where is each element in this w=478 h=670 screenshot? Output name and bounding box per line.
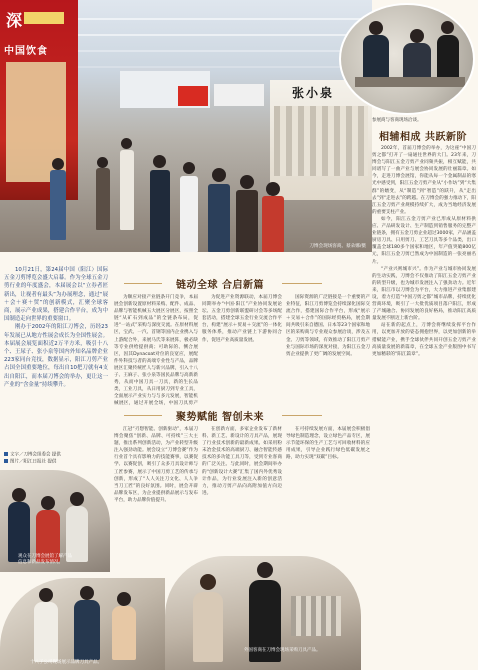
section3-paragraph: 如今，阳江五金刀剪产业已形成从原材料供应、产品研发设计、生产制造到销售服务的完整产业链条，拥有五金刀剪企业超过3000家，产品涵盖厨房刀具、日用剪刀、工艺刀具等多个品类，出口覆盖全球180多个国家和地区，年产值突破800亿元，阳江五金刀剪已然成为中国制造的一张亮丽名片。 xyxy=(372,216,476,265)
visitor-head xyxy=(52,158,64,170)
person-head xyxy=(200,574,216,590)
visitor-head xyxy=(97,157,108,168)
bullet-square xyxy=(4,459,8,463)
person xyxy=(193,592,223,662)
red-panel xyxy=(178,86,208,106)
section1-col2 xyxy=(202,294,282,406)
text-source: 文字／刀博会组委会 提供 xyxy=(10,452,61,458)
booth-banner: 张小泉 xyxy=(292,86,335,100)
visitor xyxy=(50,170,66,240)
title-rule-left xyxy=(124,415,162,416)
section2-col1 xyxy=(114,426,198,554)
section3-body xyxy=(372,145,476,670)
visitor xyxy=(236,190,258,252)
booth-sign-left: 中国饮食 xyxy=(4,46,48,57)
person-head xyxy=(441,21,454,34)
visitor xyxy=(262,196,284,252)
person xyxy=(112,606,136,660)
person-head xyxy=(12,488,26,502)
section1-col1 xyxy=(114,294,198,406)
booth-logo-plate xyxy=(24,12,64,24)
photo-source: 图片／阳江日报社 提供 xyxy=(10,459,57,465)
visitor-head xyxy=(266,182,280,196)
intro-paragraph: 刚办于2002年的阳江刀博会，历经23年发展已从地方性展会成长为全国性展会。本届展会展览面积近2万平方米，吸引十八个、王尿子、张小泉等国内外知名品牌企业223家同台竞技，数据显示，阳江刀剪产业占国全国重要地位，每出自10把刀就有4支出自阳江，而本届刀博会的举办，更让这一产业的“含金量”持续攀升。 xyxy=(4,324,108,388)
person-head xyxy=(257,562,273,578)
visitor xyxy=(180,176,198,252)
section2-paragraph: 在创新方面，多家企业发布了新材料、新工艺、新设计的刀具产品，展现了行业技术创新的最新成果。如采用粉末冶金技术的高端厨刀、融合智能传感技术的多功能工具刀等，受到专业客商的广泛关注。与此同时，展会期间举办的“创新设计大赛”汇集了国内外优秀设计作品，为行业发展注入新的创意活力，推动刀剪产品向高附加值方向迈进。 xyxy=(202,427,282,496)
visitor xyxy=(96,168,110,230)
visitor-head xyxy=(121,138,132,149)
knife-display xyxy=(291,596,341,636)
person-head xyxy=(70,492,84,506)
title-rule-right xyxy=(282,283,322,284)
visitor xyxy=(208,184,230,252)
section1-paragraph: 为顺应对接产业链条开门竞争，本届展会创新设置原材料采购、配件、成品、品牌与智能机械五大展区分展区，按照全链“从矿石到成品”的全链条布局，促进“一站式”采购与深度交流。在原材料展区，宝武、一汽、首钢等国内企业携入与上游配合外，来展马氏等来展阵，极必缺等专业供给提供商；可助际的、侧合展区，因其Dynacoat对位的良宽应，展配件外科技与者的高端专业性与产品，品牌展区汇聚传统匠人与新兴品牌，引入十八子、王麻子、张小泉等国民品牌与高新新秀，从而中国刀具一刀具，新的生长品类，工业刀具，从日用厨刀到专业工具，全面展示产业实力与与多元发展，智能机械展区，通过开展全场，中国刀具剪产 xyxy=(114,295,198,406)
intro-paragraph: 10月21日，第24届中国（阳江）国际五金刀剪博览会盛大启幕。作为全球五金刀剪行业的年度盛会，本届展会以“立券者匠新出，让视者有最头”为办展理念，通过“展＋会＋赛＋贸”的创新模式，汇聚全球客商，展示产业成果，搭建合作平台，成为中国制造走向世界的重要窗口。 xyxy=(4,267,108,323)
person-head xyxy=(80,586,94,600)
section1-paragraph: 国际资源的广泛链接是一个重要的产业特征，阳江刀剪博览会持续深化国际交流合作，搭建国际合作平台，形成“展示＋交易＋合作”的国际经贸格局，展会期间共吸引来自德国、日本等23个国家和地区的采购商与专业观众参展洽谈，涉及五金、刀剪等领域，有效推动了阳江刀剪产业与国际市场的深度对接，为阳江五金刀剪企业提供了更广阔的发展空间。 xyxy=(286,295,370,357)
section2-col3 xyxy=(286,426,370,554)
expo-hall-photo xyxy=(0,0,372,252)
inset-caption: 参展商与客商现场洽谈。 xyxy=(372,118,422,123)
section1-col3 xyxy=(286,294,370,406)
white-panel xyxy=(214,84,264,106)
source-text xyxy=(4,452,61,459)
hall-caption: 刀博会现场客商。蔡朵娜/摄 xyxy=(309,244,366,249)
red-booth xyxy=(0,0,78,200)
section3-paragraph: 2002年，首届刀博会的举办，为这座“中国刀剪之都”打开了一扇通往世界的大门。23年来，刀博会与阳江五金刀剪产业同频共振，相互赋能，共同谱写了一曲产业与展会协同发展的壮丽篇章。如今，走进刀博会展馆，你能从每一个金属制品的寒光中感受到，阳江五金刀剪产业从“小作坊”到“大集群”的嬗变，从“制造”到“智造”的跃升，从“走出去”到“走进去”的跨越。在刀博会的强力推动下，阳江五金刀剪产业规模持续扩大，成为当地经济发展的重要支柱产业。 xyxy=(372,146,476,215)
person-head xyxy=(39,588,53,602)
section3-paragraph: “产业兴则城市兴”。作为产业与城市协同发展的生动实践，刀博会不仅推动了阳江五金刀剪产业的转型升级，也为城市发展注入了强劲动力。近年来，阳江市以刀博会为平台，大力推进产业集群建设，着力打造“中国刀剪之都”城市品牌，持续优化营商环境，吸引了一大批优质项目落户阳江，形成了产城融合、协同发展的良好格局，推动阳江高质量发展不断迈上新台阶。 xyxy=(372,266,476,322)
person-head xyxy=(117,592,131,606)
person xyxy=(34,602,58,662)
visitor-head xyxy=(183,162,195,174)
bottom-left2-caption: 十八子公司现场展示品牌刀具产品。 xyxy=(30,660,102,665)
section1-paragraph: 为促进产业资源联动，本届刀博会同期举办“中国·阳江”产业协同发展论坛、五金刀剪创新联盟研讨会等多场配套活动，搭建全球五金行业交流合作平台，构建“展示＋贸易＋交流”的一体化服务体系，推动产业链上下游协同合作，促进产业高质量发展。 xyxy=(202,295,282,343)
person xyxy=(8,502,30,562)
visitor xyxy=(120,150,134,230)
meeting-inset-photo xyxy=(339,3,475,115)
bottom-center-caption: 外国客商在刀博会现场采购刀具产品。 xyxy=(244,648,321,653)
table xyxy=(355,77,465,87)
section2-title: 聚势赋能 智创未来 xyxy=(176,412,264,423)
section3-paragraph: 站在新的起点上，刀博会将继续发挥平台作用，以更加开放的姿态拥抱世界，以更加创新的举措赋能产业，携手全球伙伴共同开创五金刀剪产业高质量发展的新篇章，在全球五金产业版图中书写更加精彩的“阳江篇章”。 xyxy=(372,323,476,357)
booth-sign-upper: 深 xyxy=(6,11,23,30)
person xyxy=(74,600,100,660)
section2-paragraph: 江冠“刃想智能、创新驱动”，本届刀博会聚焦“创新、品牌、可持续”三大主题，推出系列创新活动，为产业转型升级注入强劲动能。展会设立“刀博会赛”作为行业首个具有影响力的技能赛事，以赛促学、以赛促创，吸引了众多刀具设计师与工匠参赛，展示了中国刀剪工艺的传承与创新，形成了“人人关注刀文化、人人争当刀工匠”的良好氛围。同时，展会开辟品牌发布区，为企业提供新品展示与发布平台，助力品牌价值提升。 xyxy=(114,427,198,503)
visitor-head xyxy=(212,168,226,182)
visitor-head xyxy=(240,175,254,189)
person-head xyxy=(369,21,383,35)
person xyxy=(363,35,389,79)
person xyxy=(437,35,459,81)
bottom-left-caption: 观众在刀博会展馆了解产品信息和新品发布情况。 xyxy=(18,554,72,565)
source-photo xyxy=(4,459,56,466)
title-rule-left xyxy=(124,283,162,284)
section2-paragraph: 在可持续发展方面，本届展会积极倡导绿色制造理念，设立绿色产品专区，展示节能环保的生产工艺与可回收材料的应用成果，引导企业践行绿色低碳发展之路，助力实现“双碳”目标。 xyxy=(286,427,370,461)
intro-block xyxy=(4,266,108,446)
section1-title: 链动全球 合启新篇 xyxy=(176,280,264,291)
person-head xyxy=(41,496,55,510)
knife-wall xyxy=(274,106,368,176)
visitor xyxy=(150,170,170,252)
title-rule-right xyxy=(282,415,322,416)
visitor-head xyxy=(153,155,166,168)
section2-col2 xyxy=(202,426,282,554)
demo-photo xyxy=(0,578,165,670)
right-booth xyxy=(270,80,372,200)
person-head xyxy=(410,29,424,43)
section3-title: 相辅相成 共跃新阶 xyxy=(379,132,467,143)
bullet-square xyxy=(4,452,8,456)
